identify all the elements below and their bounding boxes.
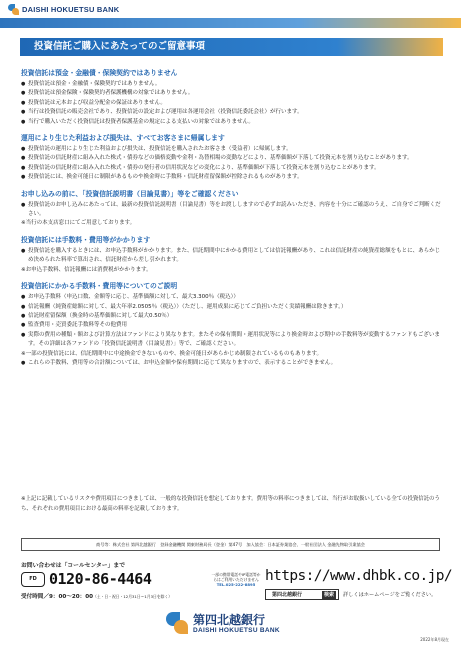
section-heading: 投資信託には手数料・費用等がかかります	[21, 235, 151, 244]
bank-name-jp: 第四北越銀行	[193, 612, 266, 627]
bank-name-en: DAISHI HOKUETSU BANK	[193, 626, 280, 634]
hours-text: 受付時間／9：00〜20：00	[21, 594, 93, 600]
contact-label: お問い合わせは「コールセンター」まで	[21, 563, 125, 569]
bank-logo-icon	[166, 612, 188, 634]
mobile-note-text: 一部の携帯電話やIP電話等からはご利用いただけません	[211, 572, 261, 583]
list-item: ● 投資信託は預金保険・保険契約者保護機構の対象ではありません。	[21, 89, 443, 98]
mobile-tel[interactable]: TEL.025-222-8895	[216, 582, 256, 588]
registration-box: 商号等：株式会社 第四北越銀行 登録金融機関 関東財務局長（登金）第47号 加入協会：日本証券業協会、一般社団法人 金融先物取引業協会	[21, 538, 440, 551]
section-heading: 運用により生じた利益および損失は、すべてお客さまに帰属します	[21, 134, 225, 143]
search-button[interactable]: 検索	[323, 592, 334, 598]
section-note: ※一部の投資信託には、信託期間中に中途換金できないものや、換金可能日があらかじめ制限されているものもあります。	[21, 350, 323, 357]
website-url-link[interactable]: https://www.dhbk.co.jp/	[265, 568, 452, 584]
footer-bank-names	[193, 613, 280, 634]
bank-logo-icon	[8, 4, 19, 15]
page-title: 投資信託ご購入にあたってのご留意事項	[20, 38, 443, 56]
list-item: ● 投資信託の信託財産に組み入れた株式・債券などの価格変動や金利・為替相場の変動などにより、基準価額が下落して投資元本を割り込むことがあります。	[21, 154, 443, 163]
list-item: ● これらの手数料、費用等の合計額については、お申込金額や保有期間に応じて異なりますので、表示することができません。	[21, 359, 443, 368]
section-note: ※当行の本支店窓口にてご用意しております。	[21, 220, 136, 227]
search-guidance: 詳しくはホームページをご覧ください。	[343, 592, 437, 598]
section-heading: 投資信託にかかる手数料・費用等についてのご説明	[21, 282, 178, 291]
contact-panel	[21, 560, 452, 610]
main-content	[21, 68, 443, 374]
section-fee-details	[21, 281, 443, 368]
list-item: ● 監査費用・売買委託手数料等その他費用	[21, 321, 443, 330]
list-item: ● 当行で購入いただく投資信託は投資者保護基金の規定による支払いの対象ではありません。	[21, 118, 443, 127]
list-item: ● 信託財産留保額（換金時の基準価額に対して最大0.50％）	[21, 312, 443, 321]
list-item: ● お申込手数料（申込口数、金額等に応じ、基準価額に対して、最大3.300％（税込））	[21, 293, 443, 302]
phone-row	[21, 570, 151, 588]
header-stripe	[0, 18, 461, 28]
list-item: ● 当行は投資信託の販売会社であり、投資信託の設定および運用は各運用会社（投資信託委託会社）が行います。	[21, 108, 443, 117]
search-box[interactable]	[265, 589, 339, 600]
freedial-icon: FD	[21, 572, 45, 587]
section-fees	[21, 235, 443, 275]
section-not-deposit	[21, 68, 443, 127]
section-profit-loss	[21, 133, 443, 183]
disclaimer-text: ※上記に記載しているリスクや費用項目につきましては、一般的な投資信託を想定しております。費用等の料率につきましては、当行がお取扱いしている全ての投資信託のうち、それぞれの費用項目における最高の料率を記載しております。	[21, 496, 440, 512]
header-brand: DAISHI HOKUETSU BANK	[22, 5, 120, 14]
business-hours	[21, 592, 172, 600]
list-item: ● 投資信託の信託財産に組み入れた株式・債券の発行者の信用状況などの変化により、基準価額が下落して投資元本を割り込むことがあります。	[21, 164, 443, 173]
as-of-date: 2022年8月現在	[420, 637, 449, 642]
list-item: ● 投資信託の運用により生じた利益および損失は、投資信託を購入されたお客さま（受益者）に帰属します。	[21, 145, 443, 154]
call-center-phone-link[interactable]: 0120-86-4464	[49, 570, 152, 588]
section-heading: お申し込みの前に、「投資信託説明書（目論見書）」等をご確認ください	[21, 189, 239, 198]
list-item: ● 投資信託のお申し込みにあたっては、最新の投資信託説明書（目論見書）等をお渡ししますので必ずお読みいただき、内容を十分にご確認のうえ、ご自身でご判断ください。	[21, 201, 443, 220]
search-row	[265, 589, 436, 600]
hours-subtext: （土・日・祝日・12月31日〜1月3日を除く）	[93, 594, 173, 599]
list-item: ● 投資信託には、換金可能日に制限があるものや換金時に手数料・信託財産留保額が控除されるものがあります。	[21, 173, 443, 182]
section-note: ※お申込手数料、信託報酬には消費税がかかります。	[21, 266, 152, 273]
section-heading: 投資信託は預金・金融債・保険契約ではありません	[21, 69, 178, 77]
list-item: ● 投資信託は預金・金融債・保険契約ではありません。	[21, 80, 443, 89]
list-item: ● 投資信託を購入するときには、お申込手数料がかかります。また、信託期間中にかかる費用としては信託報酬があり、これは信託財産の純資産総額をもとに、あらかじめ決められた料率で算出され、信託財産から差し引かれます。	[21, 247, 443, 266]
footer-logo	[166, 612, 280, 634]
list-item: ● 信託報酬（純資産総額に対して、最大年率2.0505％（税込））（ただし、運用成果に応じてご負担いただく実績報酬は除きます。）	[21, 303, 443, 312]
header-logo	[8, 4, 119, 15]
section-prospectus	[21, 189, 443, 229]
mobile-note	[211, 572, 261, 588]
search-keyword: 第四北越銀行	[272, 592, 303, 598]
list-item: ● 実際の費用の種類・額および計算方法はファンドにより異なります。またその保有期間・運用状況等により換金時および期中の手数料等が変動するファンドもございます。その詳細は各ファンドの「投資信託説明書（目論見書）」等で、ご確認ください。	[21, 331, 443, 350]
list-item: ● 投資信託は元本および収益分配金の保証はありません。	[21, 99, 443, 108]
